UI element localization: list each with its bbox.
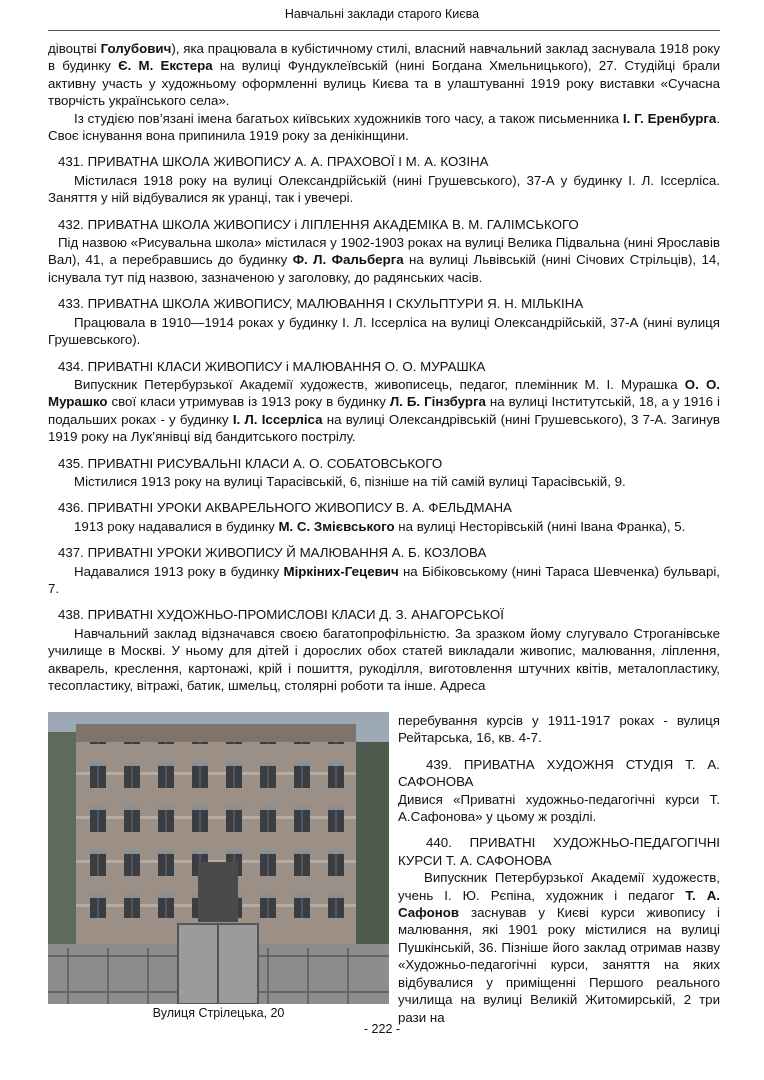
text: на вулиці Несторівській (нині Івана Франка), 5. xyxy=(394,518,686,534)
side-column xyxy=(398,712,720,1026)
text: Випускник Петербурзької Академії художеств, живописець, педагог, племінник М. І. Мурашка xyxy=(74,376,685,392)
text: Випускник Петербурзької Академії художеств, учень І. Ю. Рєпіна, художник і педагог xyxy=(398,870,720,903)
section-heading: 434. ПРИВАТНІ КЛАСИ ЖИВОПИСУ і МАЛЮВАННЯ О. О. МУРАШКА xyxy=(58,358,486,374)
main-column xyxy=(48,40,720,694)
section-text xyxy=(48,518,720,535)
section-text-continued: перебування курсів у 1911-1917 роках - вулиця Рейтарська, 16, кв. 4-7. xyxy=(398,713,720,746)
text: на вулиці Фундуклеївській (нині Богдана Хмельницького), 27. Студійці брали активну участь у художньому оформленні вулиць Києва та в улаштуванні 1919 року виставки «Сучасна творчість українського села». xyxy=(48,58,720,109)
text: на вулиці Олександрівській (нині Грушевського), 3 7-А. Загинув 1919 року на Лук’янівці від бандитського пострілу. xyxy=(48,411,720,445)
name-bold: І. Г. Еренбурга xyxy=(622,110,717,126)
text: . Своє існування вона припинила 1919 року за денікінщини. xyxy=(48,110,721,144)
text: дівоцтві xyxy=(48,41,101,56)
name-bold: Ф. Л. Фальберга xyxy=(292,252,404,268)
text: Із студією пов’язані імена багатьох київських художників того часу, а також письменника xyxy=(74,110,623,126)
text: на вулиці Інститутській, 18, а у 1916 і подальших роках - у будинку xyxy=(48,394,720,427)
page-number: - 222 - xyxy=(363,1022,401,1036)
paragraph xyxy=(48,40,720,110)
section-text: Містилися 1913 року на вулиці Тарасівській, 6, пізніше на тій самій вулиці Тарасівській, 9. xyxy=(74,473,626,489)
photo-caption: Вулиця Стрілецька, 20 xyxy=(152,1006,285,1020)
section-text xyxy=(48,376,720,446)
section-heading: 439. ПРИВАТНА ХУДОЖНЯ СТУДІЯ Т. А. САФОНОВА xyxy=(398,756,720,790)
section-text xyxy=(48,234,720,286)
name-bold: М. С. Змієвського xyxy=(278,518,395,534)
section-text: Працювала в 1910—1914 роках у будинку І. Л. Іссерліса на вулиці Олександрійській, 37-А (нині вулиця Грушевського). xyxy=(48,314,720,348)
section-text xyxy=(398,869,720,1026)
name-bold: Т. А. Сафонов xyxy=(398,887,720,921)
name-bold: І. Л. Іссерліса xyxy=(232,411,323,427)
paragraph xyxy=(48,110,720,145)
text: Під назвою «Рисувальна школа» містилася у 1902-1903 роках на вулиці Велика Підвальна (нині Ярославів Вал), 41, а перебравшись до будинку xyxy=(48,235,720,268)
name-bold: Є. М. Екстера xyxy=(118,58,213,74)
text: на Бібіковському (нині Тараса Шевченка) бульварі, 7. xyxy=(48,563,720,596)
text: заснував у Києві курси живопису і малювання, які 1901 року містилися на вулиці Пушкінській, 36. Пізніше його заклад отримав назву «Художньо-педагогічні курси, заняття на яких відбувалися у приміщенні Першого реального училища на вулиці Великій Житомирській, 2 три рази на xyxy=(398,905,720,1025)
section-text: Дивися «Приватні художньо-педагогічні курси Т. А.Сафонова» у цьому ж розділі. xyxy=(398,791,720,825)
section-heading: 432. ПРИВАТНА ШКОЛА ЖИВОПИСУ і ЛІПЛЕННЯ АКАДЕМІКА В. М. ГАЛІМСЬКОГО xyxy=(58,216,579,232)
building-photo xyxy=(48,712,389,1004)
section-heading: 435. ПРИВАТНІ РИСУВАЛЬНІ КЛАСИ А. О. СОБАТОВСЬКОГО xyxy=(58,455,443,471)
text: 1913 року надавалися в будинку xyxy=(74,518,279,534)
text: ), яка працювала в кубістичному стилі, власний навчальний заклад заснувала 1918 року в будинку xyxy=(48,41,720,74)
section-text: Містилася 1918 року на вулиці Олександрійській (нині Грушевського), 37-А у будинку І. Л. Іссерліса. Заняття у ній відбувалися як уранці, так і увечері. xyxy=(48,172,720,206)
section-heading: 440. ПРИВАТНІ ХУДОЖНЬО-ПЕДАГОГІЧНІ КУРСИ Т. А. САФОНОВА xyxy=(398,835,720,868)
header-rule xyxy=(48,30,720,31)
section-heading: 438. ПРИВАТНІ ХУДОЖНЬО-ПРОМИСЛОВІ КЛАСИ Д. З. АНАГОРСЬКОЇ xyxy=(58,607,504,623)
section-heading: 433. ПРИВАТНА ШКОЛА ЖИВОПИСУ, МАЛЮВАННЯ І СКУЛЬПТУРИ Я. Н. МІЛЬКІНА xyxy=(58,296,584,312)
text: Надавалися 1913 року в будинку xyxy=(74,563,284,579)
section-text xyxy=(48,563,720,598)
section-heading: 436. ПРИВАТНІ УРОКИ АКВАРЕЛЬНОГО ЖИВОПИСУ В. А. ФЕЛЬДМАНА xyxy=(58,500,512,516)
name-bold: О. О. Мурашко xyxy=(48,376,720,410)
name-bold: Л. Б. Гінзбурга xyxy=(389,394,486,410)
section-heading: 437. ПРИВАТНІ УРОКИ ЖИВОПИСУ Й МАЛЮВАННЯ А. Б. КОЗЛОВА xyxy=(58,545,487,561)
name-bold: Голубович xyxy=(100,41,172,56)
section-text: Навчальний заклад відзначався своєю багатопрофільністю. За зразком йому слугувало Строганівське училище в Москві. У ньому для дітей і дорослих обох статей викладали живопис, малювання, ліплення, акварель, креслення, картонажі, крій і пошиття, рукоділля, виготовлення штучних квітів, металопластику, тесопластику, вітражі, батик, шмельц, столярні роботи та інше. Адреса xyxy=(48,625,720,693)
section-heading: 431. ПРИВАТНА ШКОЛА ЖИВОПИСУ А. А. ПРАХОВОЇ І М. А. КОЗІНА xyxy=(58,154,489,170)
name-bold: Міркіних-Гецевич xyxy=(283,563,399,579)
text: свої класи утримував із 1913 року в будинку xyxy=(107,394,390,410)
building-illustration xyxy=(48,712,389,1004)
running-title: Навчальні заклади старого Києва xyxy=(284,7,480,21)
text: на вулиці Львівській (нині Січових Стрільців), 14, існувала тут під назвою, зазначеною у заголовку, до радянських часів. xyxy=(48,252,720,285)
